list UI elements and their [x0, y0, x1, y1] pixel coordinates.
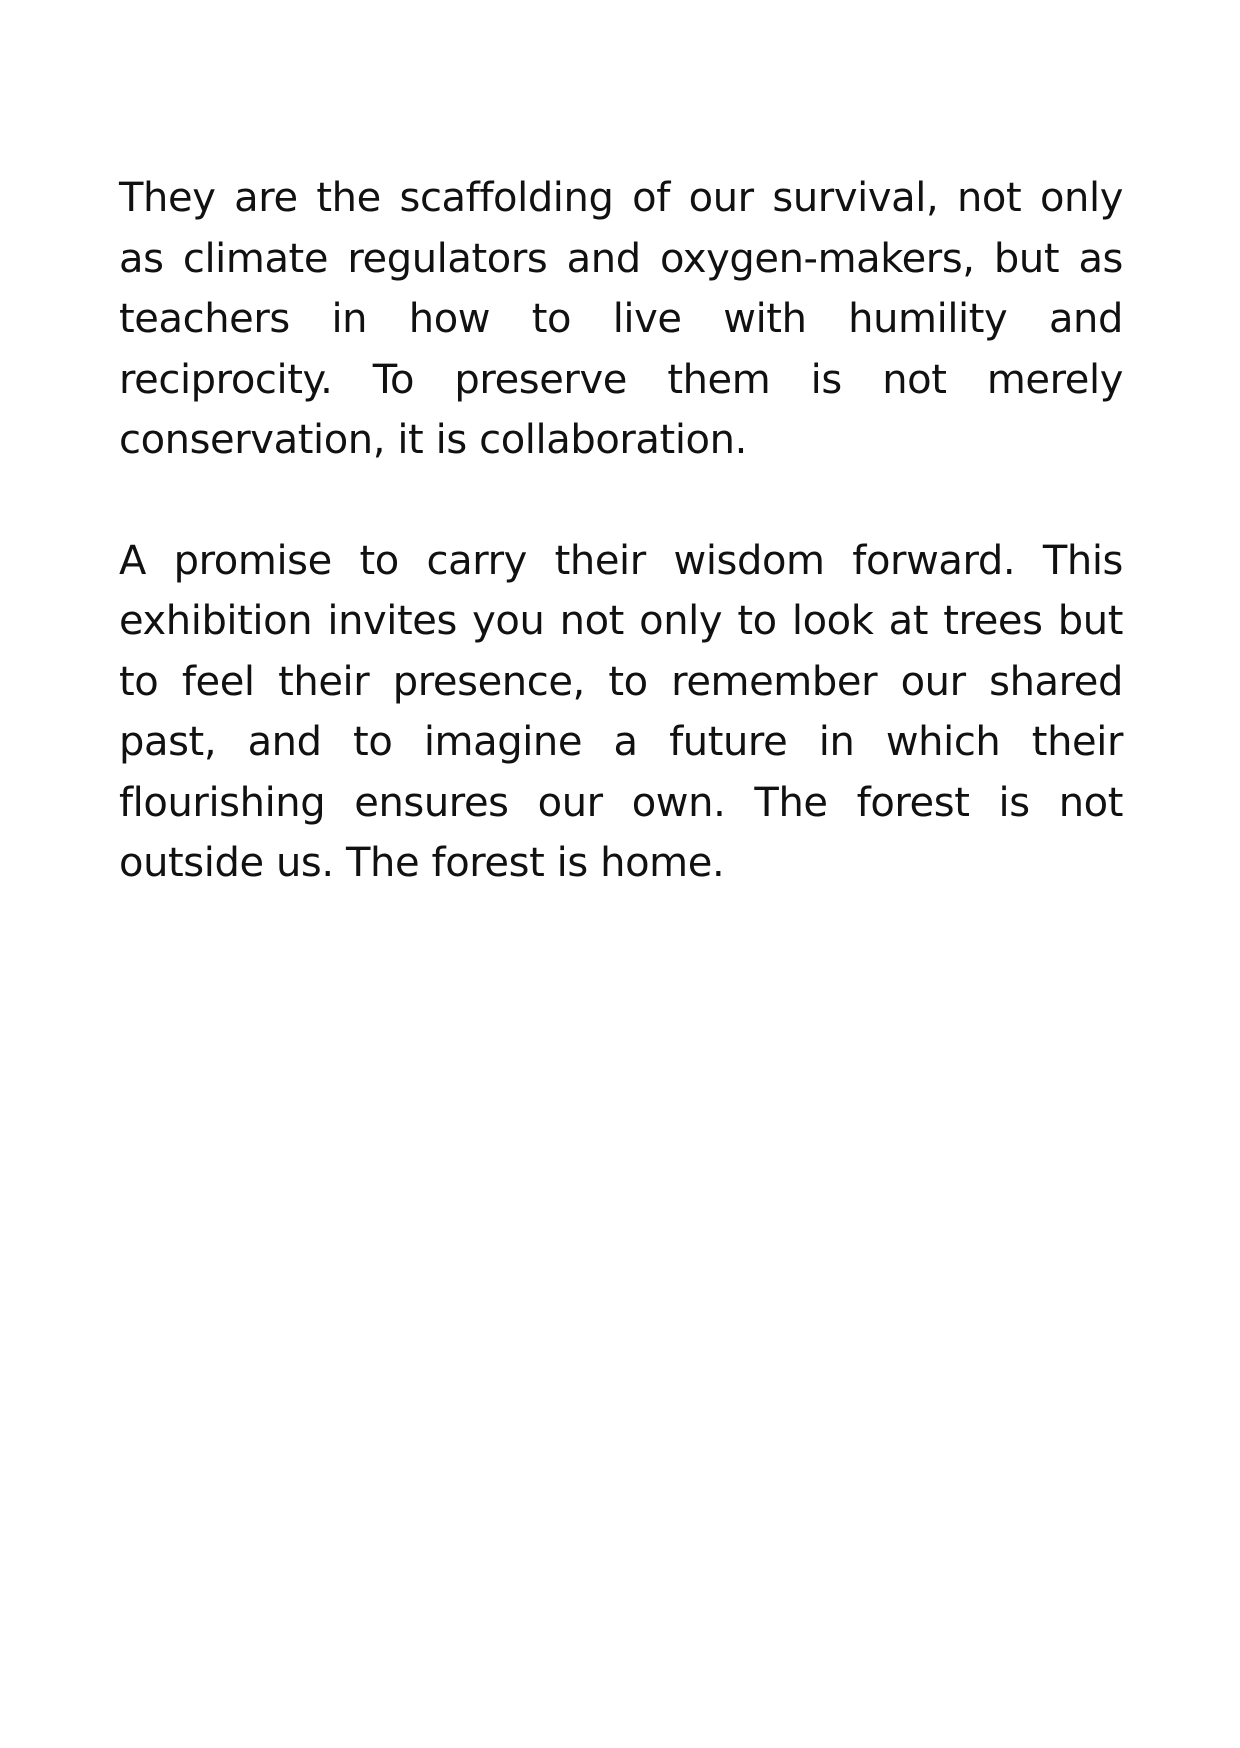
paragraph-2: A promise to carry their wisdom forward. This exhibition invites you not only to look at trees but to feel their presence, to remember our shared past, and to imagine a future in which their flourishing ensures our own. The forest is not outside us. The forest is home.	[119, 537, 1123, 886]
body-text	[119, 168, 1123, 894]
paragraph-1: They are the scaffolding of our survival, not only as climate regulators and oxygen-makers, but as teachers in how to live with humility and reciprocity. To preserve them is not merely conservation, it is collaboration.	[119, 175, 1123, 463]
